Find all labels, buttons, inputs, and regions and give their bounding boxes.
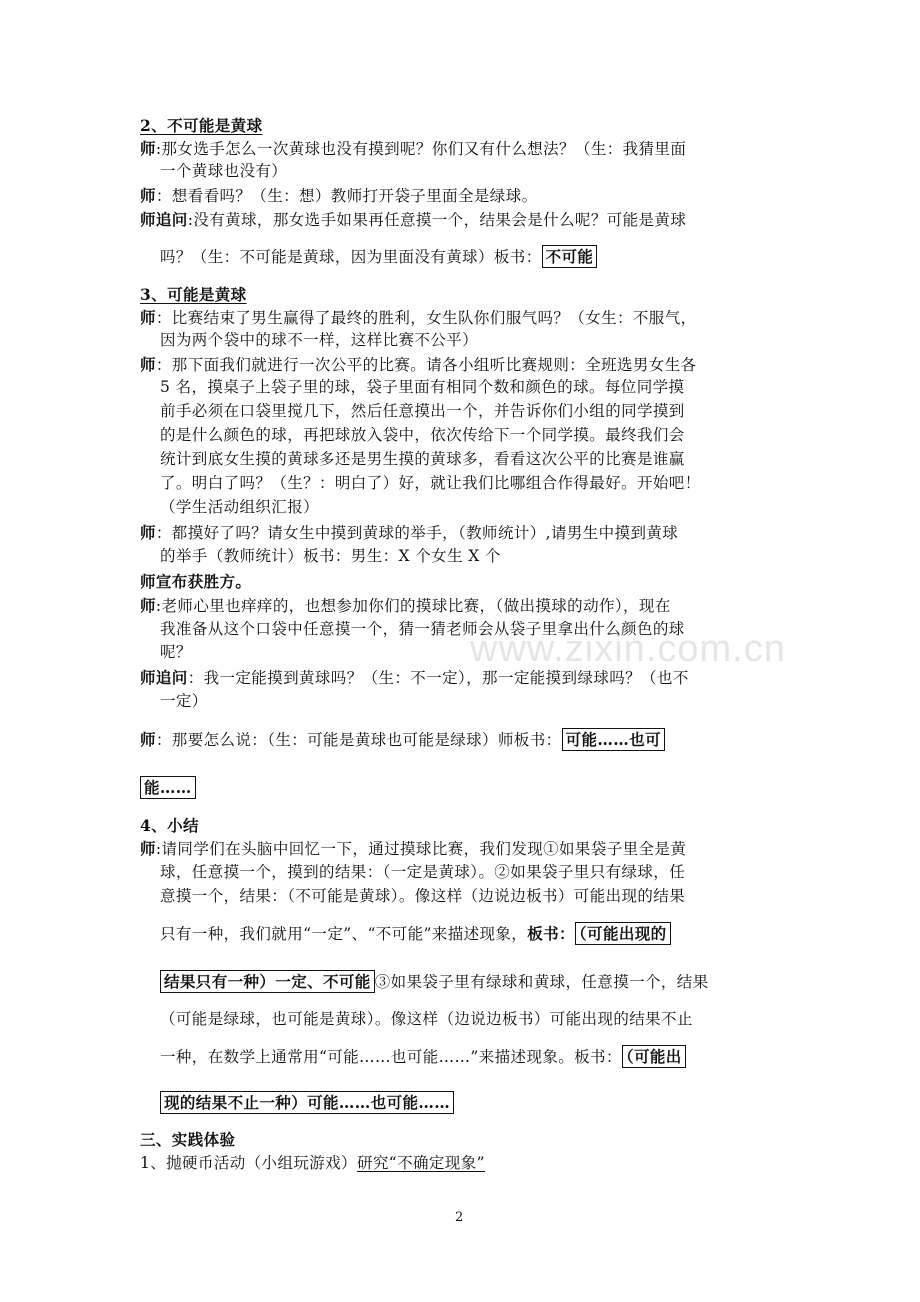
paragraph-line: 师:那女选手怎么一次黄球也没有摸到呢？你们又有什么想法？（生：我猜里面 [140, 139, 687, 158]
paragraph-line: 呢？ [160, 643, 192, 661]
board-note-box: 能…… [140, 776, 196, 799]
paragraph-line: 一个黄球也没有） [160, 162, 288, 180]
section-heading-4: 4、小结 [140, 816, 199, 835]
paragraph-line: 球，任意摸一个，摸到的结果：（一定是黄球）。②如果袋子里只有绿球，任 [160, 863, 686, 881]
paragraph-line: （学生活动组织汇报） [160, 498, 320, 516]
board-note-box: （可能出 [622, 1045, 686, 1068]
paragraph-line: 师：比赛结束了男生赢得了最终的胜利，女生队你们服气吗？（女生：不服气， [140, 308, 697, 327]
paragraph-line: 师：那下面我们就进行一次公平的比赛。请各小组听比赛规则：全班选男女生各 [140, 355, 697, 374]
paragraph-line: 只有一种，我们就用“一定”、“不可能”来描述现象，板书： （可能出现的 [160, 922, 805, 946]
paragraph-line: 一定） [160, 692, 208, 710]
paragraph-line: 的举手（教师统计）板书：男生：X 个女生 X 个 [160, 547, 501, 565]
section-heading-2: 2、不可能是黄球 [140, 116, 263, 135]
board-note-box: 现的结果不止一种）可能……也可能…… [160, 1091, 454, 1114]
paragraph-line: 师:老师心里也痒痒的，也想参加你们的摸球比赛，（做出摸球的动作），现在 [140, 596, 671, 615]
paragraph-line: 师：那要怎么说：（生：可能是黄球也可能是绿球）师板书： 可能……也可 [140, 728, 785, 752]
paragraph-line: 师宣布获胜方。 [140, 572, 252, 591]
paragraph-line: 师：都摸好了吗？请女生中摸到黄球的举手，（教师统计）,请男生中摸到黄球 [140, 523, 679, 542]
board-note-box: 结果只有一种）一定、不可能 [160, 970, 375, 993]
paragraph-line: 统计到底女生摸的黄球多还是男生摸的黄球多，看看这次公平的比赛是谁赢 [160, 450, 685, 468]
watermark: www.zixin.com.cn [470, 628, 786, 670]
board-note-box: （可能出现的 [575, 922, 671, 945]
paragraph-line: （可能是绿球，也可能是黄球）。像这样（边说边板书）可能出现的结果不止 [160, 1010, 693, 1028]
board-note-box: 可能……也可 [562, 728, 665, 751]
paragraph-line [160, 1091, 805, 1115]
paragraph-line: 师追问：我一定能摸到黄球吗？（生：不一定），那一定能摸到绿球吗？（也不 [140, 668, 689, 687]
paragraph-line: 吗？（生：不可能是黄球，因为里面没有黄球）板书： 不可能 [160, 245, 805, 269]
paragraph-line: 5 名，摸桌子上袋子里的球，袋子里面有相同个数和颜色的球。每位同学摸 [160, 378, 685, 396]
paragraph-line: 了。明白了吗？（生？：明白了）好，就让我们比哪组合作得最好。开始吧！ [160, 474, 701, 492]
paragraph-line: 意摸一个，结果：（不可能是黄球）。像这样（边说边板书）可能出现的结果 [160, 887, 686, 905]
page-number: 2 [455, 1210, 464, 1225]
paragraph-line: 一种，在数学上通常用“可能……也可能……”来描述现象。板书： （可能出 [160, 1045, 805, 1069]
paragraph-line: 师追问:没有黄球，那女选手如果再任意摸一个，结果会是什么呢？可能是黄球 [140, 210, 687, 229]
paragraph-line: 结果只有一种）一定、不可能 ③如果袋子里有绿球和黄球，任意摸一个，结果 [160, 970, 805, 994]
paragraph-line: 因为两个袋中的球不一样，这样比赛不公平） [160, 331, 479, 349]
paragraph-line [140, 776, 785, 800]
board-note-box: 不可能 [542, 245, 598, 268]
paragraph-line: 的是什么颜色的球，再把球放入袋中，依次传给下一个同学摸。最终我们会 [160, 426, 685, 444]
paragraph-line: 师:请同学们在头脑中回忆一下，通过摸球比赛，我们发现①如果袋子里全是黄 [140, 839, 687, 858]
paragraph-line: 我准备从这个口袋中任意摸一个，猜一猜老师会从袋子里拿出什么颜色的球 [160, 620, 685, 638]
paragraph-line: 1、抛硬币活动（小组玩游戏）研究“不确定现象” [140, 1154, 485, 1172]
paragraph-line: 前手必须在口袋里搅几下，然后任意摸出一个，并告诉你们小组的同学摸到 [160, 402, 685, 420]
paragraph-line: 师：想看看吗？（生：想）教师打开袋子里面全是绿球。 [140, 186, 538, 205]
section-heading-3: 3、可能是黄球 [140, 285, 247, 304]
section-heading-practice: 三、实践体验 [140, 1130, 236, 1149]
